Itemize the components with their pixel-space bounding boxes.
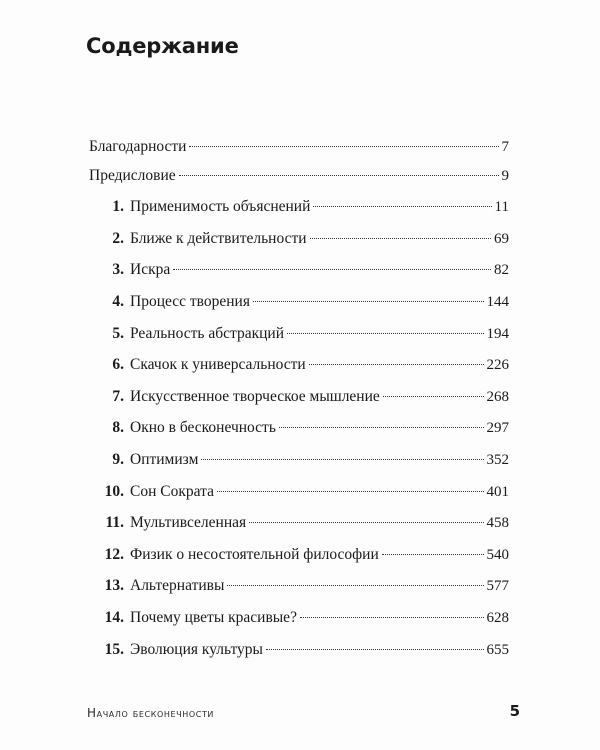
- dot-leader: [279, 427, 484, 428]
- toc-entry-chapter-4[interactable]: [94, 291, 509, 313]
- page-number: 5: [509, 702, 520, 720]
- toc-entry-chapter-14[interactable]: [94, 607, 509, 629]
- toc-entry-page: 69: [494, 231, 509, 247]
- toc-entry-chapter-9[interactable]: [94, 449, 509, 471]
- toc-entry-chapter-7[interactable]: [94, 386, 509, 408]
- chapter-number: 1.: [112, 198, 124, 215]
- toc-entry-title: Искусственное творческое мышление: [130, 388, 380, 405]
- toc-entry-chapter-8[interactable]: [94, 417, 509, 439]
- dot-leader: [287, 333, 484, 334]
- chapter-number: 6.: [112, 356, 124, 373]
- page-title: Содержание: [86, 34, 239, 58]
- toc-entry-page: 540: [486, 547, 509, 563]
- dot-leader: [217, 491, 484, 492]
- toc-entry-page: 144: [486, 294, 509, 310]
- dot-leader: [266, 649, 484, 650]
- toc-entry-title: Сон Сократа: [130, 483, 214, 500]
- dot-leader: [227, 585, 483, 586]
- toc-entry-acknowledgements[interactable]: [89, 136, 509, 158]
- toc-entry-title: Оптимизм: [130, 451, 199, 468]
- chapter-number: 12.: [104, 546, 124, 563]
- chapter-number: 7.: [112, 388, 124, 405]
- toc-entry-title: Эволюция культуры: [130, 641, 263, 658]
- toc-entry-page: 194: [486, 326, 509, 342]
- toc-entry-preface[interactable]: [89, 165, 509, 187]
- dot-leader: [253, 301, 484, 302]
- chapter-number: 8.: [112, 419, 124, 436]
- toc-entry-title: Окно в бесконечность: [130, 419, 276, 436]
- dot-leader: [310, 238, 491, 239]
- chapter-number: 5.: [112, 325, 124, 342]
- toc-entry-chapter-3[interactable]: [94, 259, 509, 281]
- dot-leader: [309, 364, 484, 365]
- toc-entry-title: Мультивселенная: [130, 514, 247, 531]
- toc-entry-page: 226: [486, 357, 509, 373]
- toc-entry-title: Применимость объяснений: [130, 198, 311, 215]
- toc-entry-title: Искра: [130, 261, 171, 278]
- toc-entry-title: Ближе к действительности: [130, 230, 307, 247]
- toc-entry-title: Скачок к универсальности: [130, 356, 306, 373]
- dot-leader: [249, 522, 483, 523]
- toc-entry-chapter-12[interactable]: [94, 544, 509, 566]
- chapter-number: 3.: [112, 261, 124, 278]
- chapter-number: 9.: [112, 451, 124, 468]
- dot-leader: [382, 554, 484, 555]
- toc-entry-title: Почему цветы красивые?: [130, 609, 297, 626]
- dot-leader: [383, 396, 484, 397]
- toc-entry-page: 352: [486, 452, 509, 468]
- toc-entry-title: Физик о несостоятельной философии: [130, 546, 379, 563]
- toc-entry-page: 655: [486, 642, 509, 658]
- toc-entry-page: 577: [486, 578, 509, 594]
- dot-leader: [173, 269, 491, 270]
- toc-entry-page: 268: [486, 389, 509, 405]
- dot-leader: [179, 175, 499, 176]
- toc-entry-page: 401: [486, 484, 509, 500]
- chapter-number: 11.: [105, 514, 124, 531]
- toc-entry-page: 458: [486, 515, 509, 531]
- toc-entry-chapter-5[interactable]: [94, 323, 509, 345]
- toc-entry-page: 7: [501, 139, 509, 155]
- toc-entry-page: 628: [486, 610, 509, 626]
- chapter-number: 15.: [104, 641, 124, 658]
- toc-entry-page: 297: [486, 420, 509, 436]
- toc-entry-title: Благодарности: [89, 138, 187, 155]
- toc-entry-chapter-13[interactable]: [94, 575, 509, 597]
- toc-entry-chapter-10[interactable]: [94, 481, 509, 503]
- dot-leader: [313, 206, 491, 207]
- toc-entry-page: 82: [494, 262, 509, 278]
- chapter-number: 2.: [112, 230, 124, 247]
- chapter-number: 10.: [104, 483, 124, 500]
- toc-entry-chapter-15[interactable]: [94, 639, 509, 661]
- dot-leader: [201, 459, 483, 460]
- toc-entry-title: Процесс творения: [130, 293, 250, 310]
- toc-entry-chapter-1[interactable]: [94, 196, 509, 218]
- dot-leader: [189, 146, 498, 147]
- dot-leader: [300, 617, 484, 618]
- chapter-number: 4.: [112, 293, 124, 310]
- toc-entry-title: Альтернативы: [130, 577, 225, 594]
- toc-entry-page: 9: [501, 168, 509, 184]
- toc-entry-chapter-6[interactable]: [94, 354, 509, 376]
- running-footer-title: Начало бесконечности: [87, 706, 215, 720]
- chapter-number: 14.: [104, 609, 124, 626]
- toc-entry-chapter-11[interactable]: [94, 512, 509, 534]
- toc-entry-title: Реальность абстракций: [130, 325, 284, 342]
- toc-entry-chapter-2[interactable]: [94, 228, 509, 250]
- chapter-number: 13.: [104, 577, 124, 594]
- toc-entry-page: 11: [494, 199, 509, 215]
- toc-entry-title: Предисловие: [89, 167, 176, 184]
